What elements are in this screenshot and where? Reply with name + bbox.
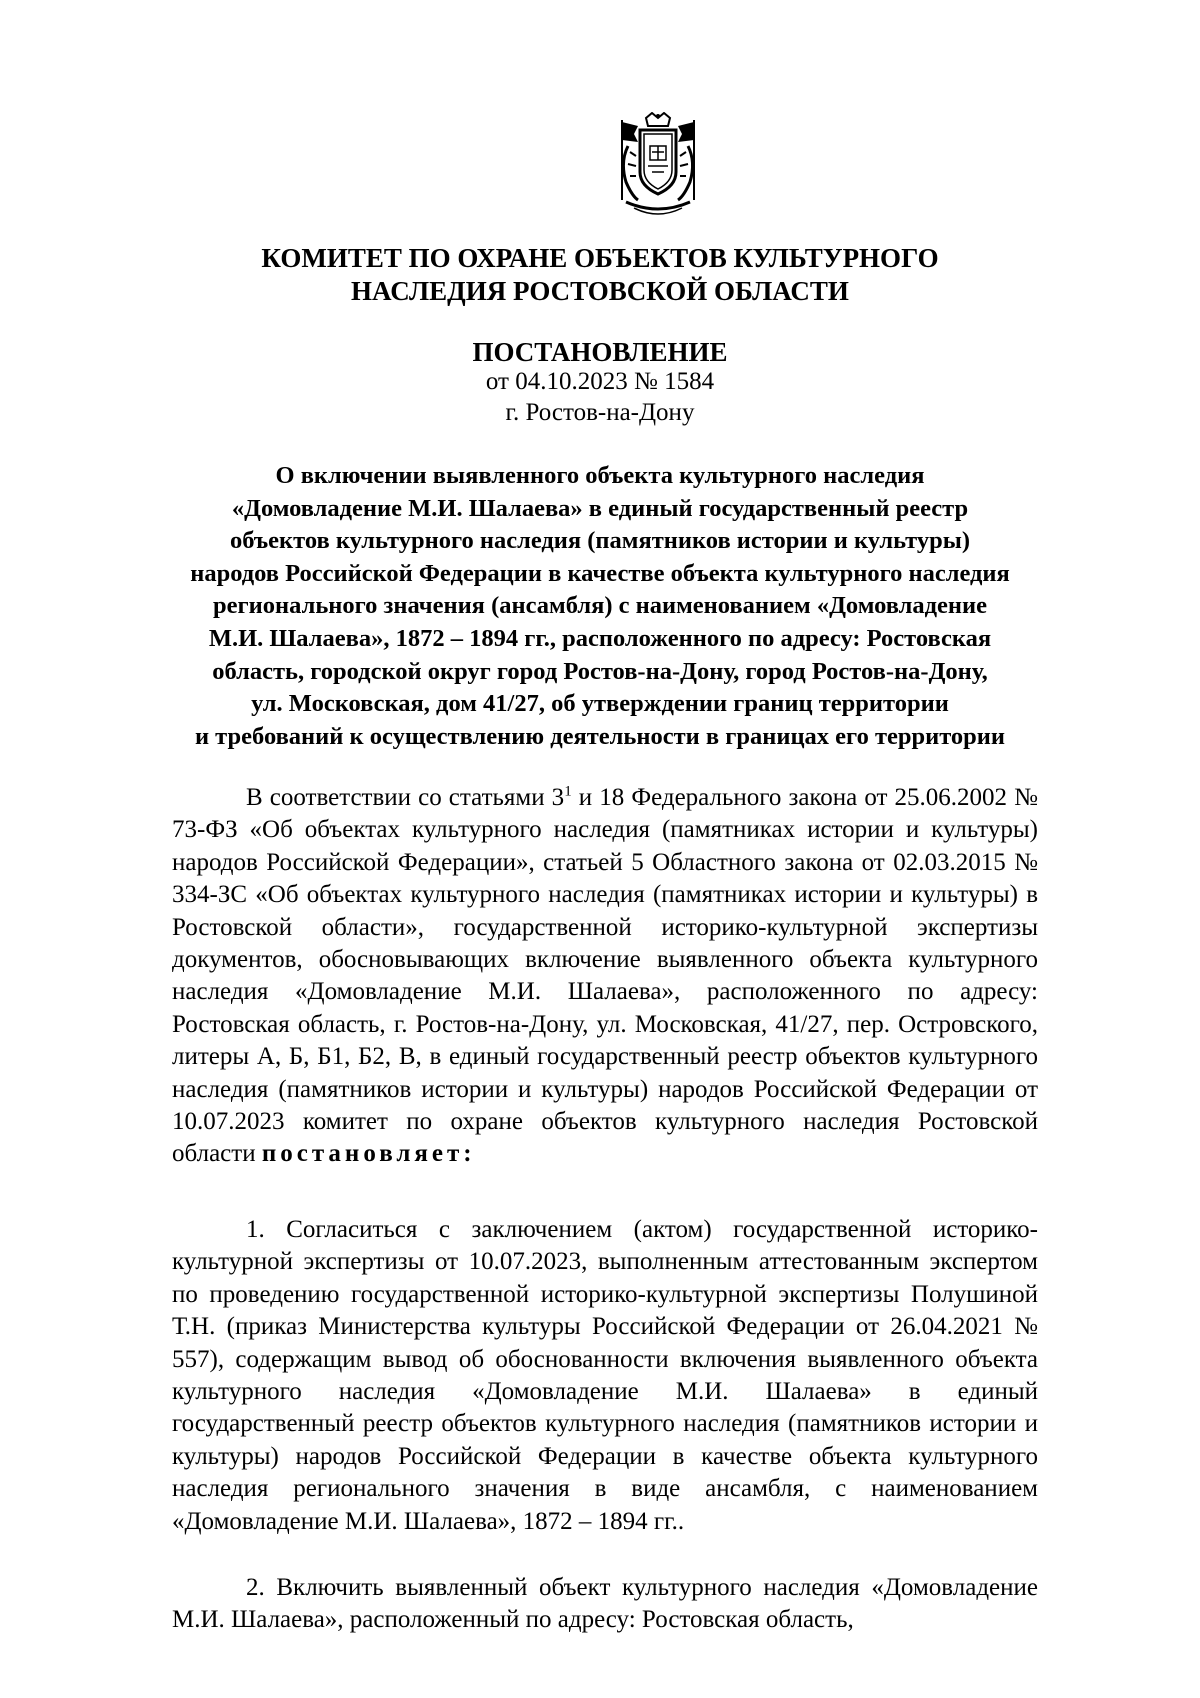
document-place: г. Ростов-на-Дону — [505, 399, 695, 426]
decree-item-1: 1. Согласиться с заключением (актом) государственной историко-культурной экспертизы от 10.07.2023, выполненным аттестованным экспертом по проведению государственной историко-культурной экспертизы Полушиной Т.Н. (приказ Министерства культуры Российской Федерации от 26.04.2021 № 557), содержащим вывод об обоснованности включения выявленного объекта культурного наследия «Домовладение М.И. Шалаева» в единый государственный реестр объектов культурного наследия (памятников истории и культуры) народов Российской Федерации в качестве объекта культурного наследия регионального значения в виде ансамбля, с наименованием «Домовладение М.И. Шалаева», 1872 – 1894 гг.. — [172, 1216, 1038, 1535]
title-line: М.И. Шалаева», 1872 – 1894 гг., расположенного по адресу: Ростовская — [208, 624, 992, 652]
title-line: О включении выявленного объекта культурного наследия — [275, 462, 925, 489]
org-line-2: НАСЛЕДИЯ РОСТОВСКОЙ ОБЛАСТИ — [351, 276, 849, 306]
preamble-text-start: В соответствии со статьями 3 — [246, 784, 565, 811]
title-line: регионального значения (ансамбля) с наименованием «Домовладение — [213, 592, 987, 620]
decree-item-2: 2. Включить выявленный объект культурного наследия «Домовладение М.И. Шалаева», расположенный по адресу: Ростовская область, — [172, 1574, 1038, 1634]
title-line: народов Российской Федерации в качестве объекта культурного наследия — [190, 559, 1010, 587]
title-line: объектов культурного наследия (памятников истории и культуры) — [229, 527, 971, 555]
document-title — [160, 460, 1040, 753]
article-superscript: 1 — [564, 783, 572, 800]
title-line: ул. Московская, дом 41/27, об утверждении границ территории — [251, 690, 949, 718]
document-date-number: от 04.10.2023 № 1584 — [485, 368, 715, 395]
preamble-text-body: и 18 Федерального закона от 25.06.2002 № 73-ФЗ «Об объектах культурного наследия (памятниках истории и культуры) народов Российской Федерации», статьей 5 Областного закона от 02.03.2015 № 334-ЗС «Об объектах культурного наследия (памятниках истории и культуры) в Ростовской области», государственной историко-культурной экспертизы документов, обосновывающих включение выявленного объекта культурного наследия «Домовладение М.И. Шалаева», расположенного по адресу: Ростовская область, г. Ростов-на-Дону, ул. Московская, 41/27, пер. Островского, литеры А, Б, Б1, Б2, В, в единый государственный реестр объектов культурного наследия (памятников истории и культуры) народов Российской Федерации от 10.07.2023 комитет по охране объектов культурного наследия Ростовской области — [172, 784, 1038, 1168]
title-line: «Домовладение М.И. Шалаева» в единый государственный реестр — [231, 494, 969, 522]
coat-of-arms-icon — [608, 112, 708, 220]
organization-name — [170, 242, 1030, 308]
decree-word: постановляет: — [261, 1140, 476, 1168]
org-line-1: КОМИТЕТ ПО ОХРАНЕ ОБЪЕКТОВ КУЛЬТУРНОГО — [261, 243, 939, 273]
title-line: и требований к осуществлению деятельности в границах его территории — [194, 722, 1006, 750]
document-type: ПОСТАНОВЛЕНИЕ — [472, 337, 728, 367]
title-line: область, городской округ город Ростов-на-Дону, город Ростов-на-Дону, — [212, 657, 988, 685]
preamble-paragraph — [172, 782, 1038, 1171]
